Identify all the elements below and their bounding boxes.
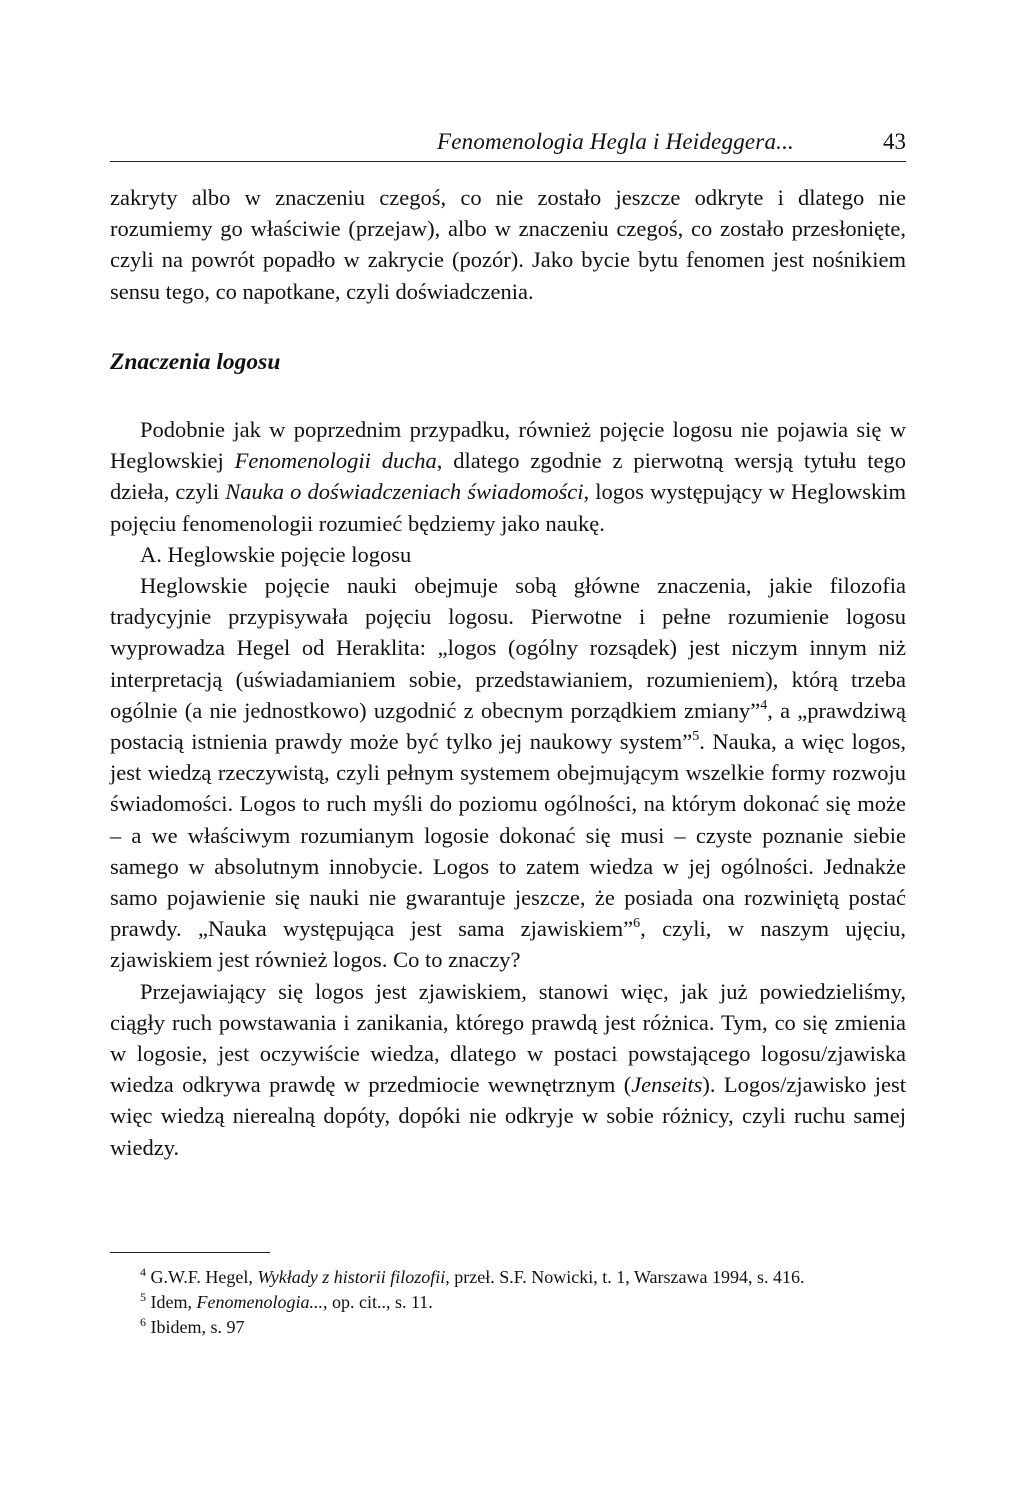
paragraph-1: zakryty albo w znaczeniu czegoś, co nie zostało jeszcze odkryte i dlatego nie rozumiemy go właściwie (przejaw), albo w znaczeniu czegoś, co zostało przesłonięte, czyli na powrót popadło w zakrycie (pozór). Jako bycie bytu fenomen jest nośnikiem sensu tego, co napotkane, czyli doświadczenia. bbox=[110, 185, 906, 304]
footnote-ref-5[interactable]: 5 bbox=[692, 729, 700, 745]
footnote-number: 5 bbox=[140, 1290, 146, 1304]
text-run: , logos występujący w Heglowskim pojęciu fenomenologii rozumieć będziemy jako naukę. bbox=[110, 479, 906, 536]
book-title-italic: Wykłady z historii filozofii bbox=[257, 1267, 446, 1287]
term-italic: Jenseits bbox=[631, 1072, 703, 1098]
subsection-heading: A. Heglowskie pojęcie logosu bbox=[140, 541, 412, 567]
page-number: 43 bbox=[883, 129, 906, 154]
book-title-italic: Fenomenologia... bbox=[196, 1292, 323, 1312]
text-run: ). Logos/zjawisko jest więc wiedzą nierealną dopóty, dopóki nie odkryje w sobie różnicy, czyli ruchu samej wiedzy. bbox=[110, 1072, 906, 1160]
text-run: , a „prawdziwą postacią istnienia prawdy może być tylko jej naukowy system” bbox=[110, 697, 906, 755]
text-run: , dlatego zgodnie z pierwotną wersją tytułu tego dzieła, czyli bbox=[110, 448, 906, 505]
book-title-italic: Nauka o doświadczeniach świadomości bbox=[225, 479, 584, 505]
footnote-number: 4 bbox=[140, 1265, 146, 1279]
body-text bbox=[110, 182, 906, 1163]
text-run: Heglowskie pojęcie nauki obejmuje sobą główne znaczenia, jakie filozofia tradycyjnie przypisywała pojęciu logosu. Pierwotne i pełne rozumienie logosu wyprowadza Hegel od Heraklita: „logos (ogólny rozsądek) jest niczym innym niż interpretacją (uświadamianiem sobie, przedstawianiem, rozumieniem), którą trzeba ogólnie (a nie jednostkowo) uzgodnić z obecnym porządkiem zmiany” bbox=[110, 573, 906, 723]
footnotes bbox=[110, 1252, 906, 1340]
footnote-5 bbox=[110, 1290, 906, 1315]
footnote-ref-4[interactable]: 4 bbox=[760, 697, 768, 713]
text-run: , op. cit.., s. 11. bbox=[322, 1292, 433, 1312]
text-run: , przeł. S.F. Nowicki, t. 1, Warszawa 1994, s. 416. bbox=[445, 1267, 805, 1287]
book-title-italic: Fenomenologii ducha bbox=[234, 448, 437, 474]
section-heading: Znaczenia logosu bbox=[110, 348, 281, 375]
text-run: Podobnie jak w poprzednim przypadku, również pojęcie logosu nie pojawia się w Heglowskiej bbox=[110, 417, 906, 474]
footnote-6 bbox=[110, 1315, 906, 1340]
paragraph-3 bbox=[110, 570, 906, 976]
text-run: , czyli, w naszym ujęciu, zjawiskiem jest również logos. Co to znaczy? bbox=[110, 916, 906, 973]
text-run: Idem, bbox=[146, 1292, 197, 1312]
paragraph-2 bbox=[110, 414, 906, 539]
text-run: G.W.F. Hegel, bbox=[146, 1267, 258, 1287]
paragraph-4 bbox=[110, 976, 906, 1163]
footnote-ref-6[interactable]: 6 bbox=[633, 916, 641, 932]
footnote-rule bbox=[110, 1252, 270, 1253]
footnote-4 bbox=[110, 1265, 906, 1290]
footnote-number: 6 bbox=[140, 1315, 146, 1329]
text-run: Przejawiający się logos jest zjawiskiem, stanowi więc, jak już powiedzieliśmy, ciągły ruch powstawania i zanikania, którego prawdą jest różnica. Tym, co się zmienia w logosie, jest oczywiście wiedza, dlatego w postaci powstającego logosu/zjawiska wiedza odkrywa prawdę w przedmiocie wewnętrznym ( bbox=[110, 978, 906, 1098]
text-run: Ibidem, s. 97 bbox=[146, 1317, 245, 1337]
running-title: Fenomenologia Hegla i Heideggera... bbox=[436, 129, 794, 154]
text-run: . Nauka, a więc logos, jest wiedzą rzeczywistą, czyli pełnym systemem obejmującym wszelkie formy rozwoju świadomości. Logos to ruch myśli do poziomu ogólności, na którym dokonać się może – a we właściwym rozumianym logosie dokonać się musi – czyste poznanie siebie samego w absolutnym innobycie. Logos to zatem wiedza w jej ogólności. Jednakże samo pojawienie się nauki nie gwarantuje jeszcze, że posiada ona rozwiniętą postać prawdy. „Nauka występująca jest sama zjawiskiem” bbox=[110, 729, 906, 942]
running-head bbox=[110, 127, 906, 162]
